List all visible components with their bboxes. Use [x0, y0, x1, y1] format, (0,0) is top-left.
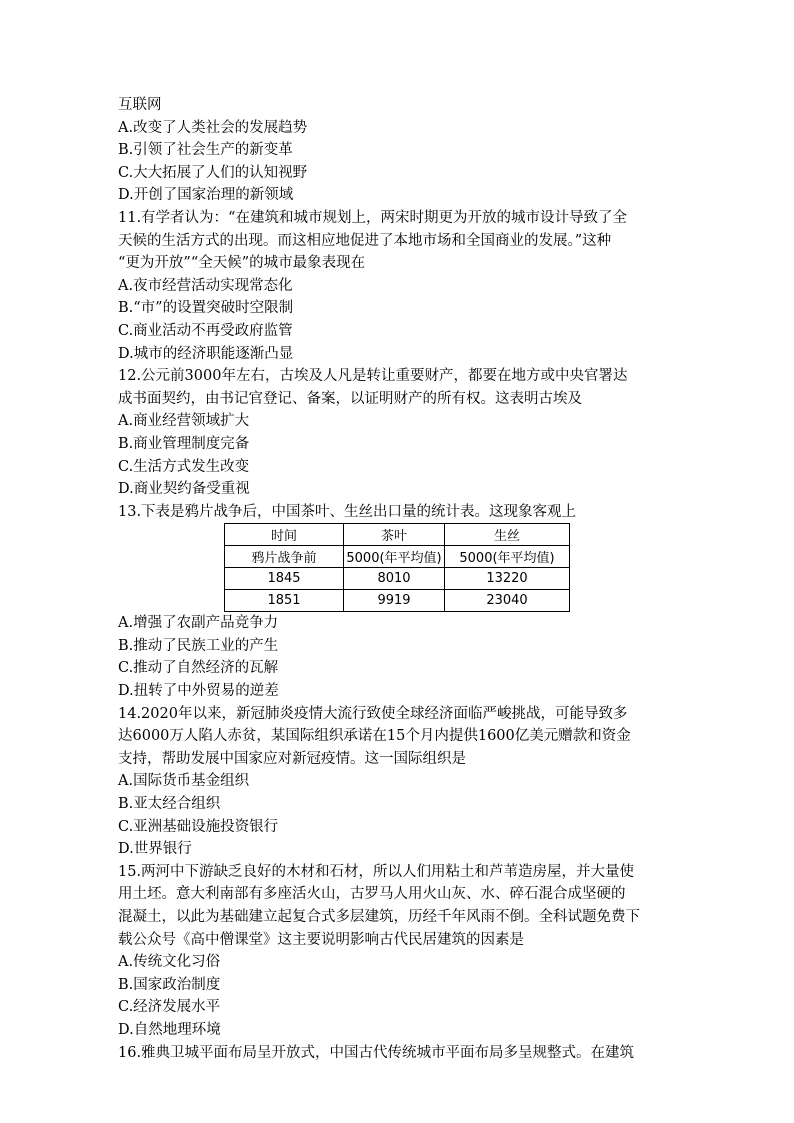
table-row — [225, 546, 570, 568]
text-line: C.推动了自然经济的瓦解 — [118, 660, 279, 677]
text-line: B.国家政治制度 — [118, 976, 221, 993]
text-line: 16.雅典卫城平面布局呈开放式，中国古代传统城市平面布局多呈规整式。在建筑 — [118, 1044, 635, 1061]
text-line: 混凝土，以此为基础建立起复合式多层建筑，历经千年风雨不倒。全科试题免费下 — [118, 909, 640, 925]
text-line: B.“市”的设置突破时空限制 — [118, 300, 294, 317]
text-line: D.自然地理环境 — [118, 1021, 221, 1038]
text-line: D.扭转了中外贸易的逆差 — [118, 683, 279, 700]
text-block-after-table — [118, 612, 678, 1064]
text-line: 15.两河中下游缺乏良好的木材和石材，所以人们用粘土和芦苇造房屋，并大量使 — [118, 863, 635, 880]
document-page — [118, 94, 678, 1064]
table-cell: 13220 — [445, 568, 570, 590]
text-line: C.大大拓展了人们的认知视野 — [118, 164, 308, 181]
table-header-cell: 生丝 — [445, 524, 570, 546]
text-line: A.夜市经营活动实现常态化 — [118, 277, 293, 294]
text-line: B.推动了民族工业的产生 — [118, 637, 279, 654]
table-cell: 1851 — [225, 590, 344, 612]
text-line: C.商业活动不再受政府监管 — [118, 322, 293, 339]
text-line: A.传统文化习俗 — [118, 954, 221, 971]
table-cell: 23040 — [445, 590, 570, 612]
text-line: D.世界银行 — [118, 841, 192, 858]
export-statistics-table — [224, 523, 570, 612]
table-cell: 8010 — [344, 568, 445, 590]
text-line: 12.公元前3000年左右，古埃及人凡是转让重要财产，都要在地方或中央官署达 — [118, 368, 628, 385]
table-cell: 1845 — [225, 568, 344, 590]
text-block-before-table — [118, 94, 678, 523]
text-line: 成书面契约，由书记官登记、备案，以证明财产的所有权。这表明古埃及 — [118, 390, 582, 407]
text-line: 达6000万人陷人赤贫，某国际组织承诺在15个月内提供1600亿美元赠款和资金 — [118, 728, 631, 745]
text-line: A.改变了人类社会的发展趋势 — [118, 119, 308, 136]
table-row — [225, 590, 570, 612]
table-cell: 9919 — [344, 590, 445, 612]
text-line: B.商业管理制度完备 — [118, 435, 250, 452]
text-line: A.商业经营领域扩大 — [118, 413, 250, 430]
text-line: D.开创了国家治理的新领域 — [118, 187, 294, 204]
text-line: A.增强了农副产品竞争力 — [118, 615, 279, 632]
text-line: D.商业契约备受重视 — [118, 481, 250, 498]
text-line: 天候的生活方式的出现。而这相应地促进了本地市场和全国商业的发展。”这种 — [118, 232, 612, 249]
text-line: 14.2020年以来，新冠肺炎疫情大流行致使全球经济面临严峻挑战，可能导致多 — [118, 705, 628, 722]
table-cell: 鸦片战争前 — [225, 546, 344, 568]
text-line: B.亚太经合组织 — [118, 796, 221, 813]
text-line: D.城市的经济职能逐渐凸显 — [118, 345, 294, 362]
text-line: A.国际货币基金组织 — [118, 773, 250, 790]
text-line: 13.下表是鸦片战争后，中国茶叶、生丝出口量的统计表。这现象客观上 — [118, 503, 577, 520]
text-line: C.生活方式发生改变 — [118, 458, 250, 475]
text-line: C.亚洲基础设施投资银行 — [118, 818, 279, 835]
text-line: 用土坯。意大利南部有多座活火山，古罗马人用火山灰、水、碎石混合成坚硬的 — [118, 886, 626, 903]
table-cell: 5000(年平均值) — [445, 546, 570, 568]
text-line: 支持，帮助发展中国家应对新冠疫情。这一国际组织是 — [118, 750, 466, 767]
text-line: “更为开放”“全天候”的城市最象表现在 — [118, 255, 366, 272]
text-line: 载公众号《高中僧课堂》这主要说明影响古代民居建筑的因素是 — [118, 931, 524, 948]
text-line: 11.有学者认为：“在建筑和城市规划上，两宋时期更为开放的城市设计导致了全 — [118, 209, 627, 226]
table-header-row — [225, 524, 570, 546]
text-line: C.经济发展水平 — [118, 999, 221, 1016]
table-header-cell: 茶叶 — [344, 524, 445, 546]
table-header-cell: 时间 — [225, 524, 344, 546]
table-cell: 5000(年平均值) — [344, 546, 445, 568]
table-row — [225, 568, 570, 590]
text-line: B.引领了社会生产的新变革 — [118, 142, 293, 159]
text-line: 互联网 — [118, 97, 162, 113]
